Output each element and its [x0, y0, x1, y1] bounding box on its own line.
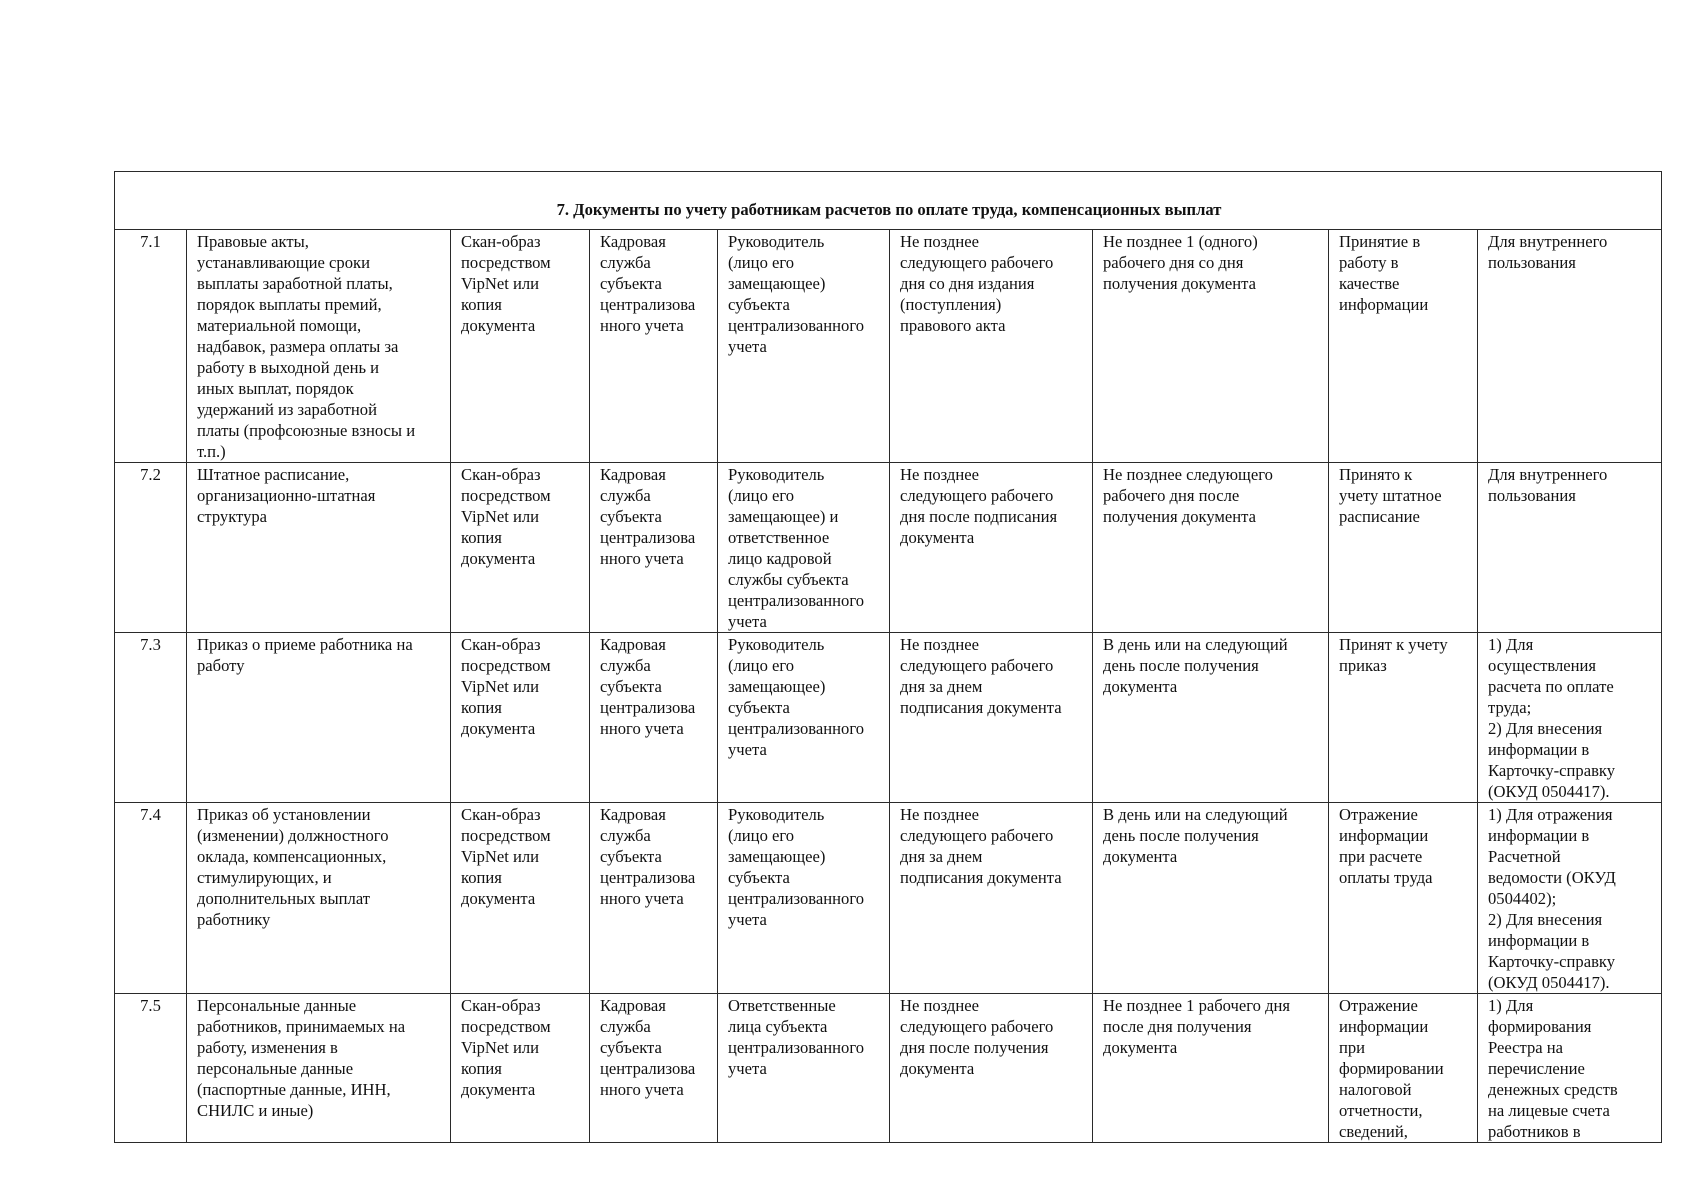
purpose: 1) Для отражения информации в Расчетной ведомости (ОКУД 0504402); 2) Для внесения информации в Карточку-справку (ОКУД 0504417). [1478, 803, 1662, 994]
table-row [115, 633, 1662, 803]
submission-deadline: Не позднее следующего рабочего дня со дня издания (поступления) правового акта [890, 230, 1093, 463]
submission-deadline: Не позднее следующего рабочего дня за днем подписания документа [890, 803, 1093, 994]
processing-result: Отражение информации при формировании налоговой отчетности, сведений, [1329, 994, 1478, 1143]
sender: Кадровая служба субъекта централизова нного учета [590, 994, 718, 1143]
submission-deadline: Не позднее следующего рабочего дня после подписания документа [890, 463, 1093, 633]
transfer-form: Скан-образ посредством VipNet или копия документа [451, 230, 590, 463]
processing-result: Принятие в работу в качестве информации [1329, 230, 1478, 463]
row-number: 7.4 [115, 803, 187, 994]
processing-deadline: Не позднее следующего рабочего дня после получения документа [1093, 463, 1329, 633]
submission-deadline: Не позднее следующего рабочего дня за днем подписания документа [890, 633, 1093, 803]
table-row [115, 803, 1662, 994]
transfer-form: Скан-образ посредством VipNet или копия документа [451, 463, 590, 633]
section-header-row [115, 172, 1662, 230]
purpose: 1) Для формирования Реестра на перечисление денежных средств на лицевые счета работников в [1478, 994, 1662, 1143]
processing-deadline: Не позднее 1 (одного) рабочего дня со дня получения документа [1093, 230, 1329, 463]
responsible-person: Руководитель (лицо его замещающее) и ответственное лицо кадровой службы субъекта централизованного учета [718, 463, 890, 633]
table-row [115, 463, 1662, 633]
responsible-person: Руководитель (лицо его замещающее) субъекта централизованного учета [718, 230, 890, 463]
processing-deadline: В день или на следующий день после получения документа [1093, 633, 1329, 803]
documents-table [114, 171, 1662, 1143]
sender: Кадровая служба субъекта централизова нного учета [590, 803, 718, 994]
responsible-person: Руководитель (лицо его замещающее) субъекта централизованного учета [718, 803, 890, 994]
row-number: 7.3 [115, 633, 187, 803]
row-number: 7.5 [115, 994, 187, 1143]
transfer-form: Скан-образ посредством VipNet или копия документа [451, 803, 590, 994]
submission-deadline: Не позднее следующего рабочего дня после получения документа [890, 994, 1093, 1143]
section-title: 7. Документы по учету работникам расчетов по оплате труда, компенсационных выплат [115, 172, 1662, 230]
row-number: 7.2 [115, 463, 187, 633]
table-row [115, 230, 1662, 463]
document-name: Правовые акты, устанавливающие сроки выплаты заработной платы, порядок выплаты премий, материальной помощи, надбавок, размера оплаты за работу в выходной день и иных выплат, порядок удержаний из заработной платы (профсоюзные взносы и т.п.) [187, 230, 451, 463]
document-name: Персональные данные работников, принимаемых на работу, изменения в персональные данные (паспортные данные, ИНН, СНИЛС и иные) [187, 994, 451, 1143]
transfer-form: Скан-образ посредством VipNet или копия документа [451, 633, 590, 803]
responsible-person: Руководитель (лицо его замещающее) субъекта централизованного учета [718, 633, 890, 803]
sender: Кадровая служба субъекта централизова нного учета [590, 230, 718, 463]
document-name: Приказ о приеме работника на работу [187, 633, 451, 803]
document-name: Штатное расписание, организационно-штатная структура [187, 463, 451, 633]
processing-result: Принят к учету приказ [1329, 633, 1478, 803]
purpose: Для внутреннего пользования [1478, 230, 1662, 463]
transfer-form: Скан-образ посредством VipNet или копия документа [451, 994, 590, 1143]
sender: Кадровая служба субъекта централизова нного учета [590, 633, 718, 803]
processing-deadline: В день или на следующий день после получения документа [1093, 803, 1329, 994]
processing-result: Принято к учету штатное расписание [1329, 463, 1478, 633]
processing-deadline: Не позднее 1 рабочего дня после дня получения документа [1093, 994, 1329, 1143]
row-number: 7.1 [115, 230, 187, 463]
sender: Кадровая служба субъекта централизова нного учета [590, 463, 718, 633]
purpose: 1) Для осуществления расчета по оплате труда; 2) Для внесения информации в Карточку-справку (ОКУД 0504417). [1478, 633, 1662, 803]
table-row [115, 994, 1662, 1143]
purpose: Для внутреннего пользования [1478, 463, 1662, 633]
responsible-person: Ответственные лица субъекта централизованного учета [718, 994, 890, 1143]
processing-result: Отражение информации при расчете оплаты труда [1329, 803, 1478, 994]
document-name: Приказ об установлении (изменении) должностного оклада, компенсационных, стимулирующих, и дополнительных выплат работнику [187, 803, 451, 994]
